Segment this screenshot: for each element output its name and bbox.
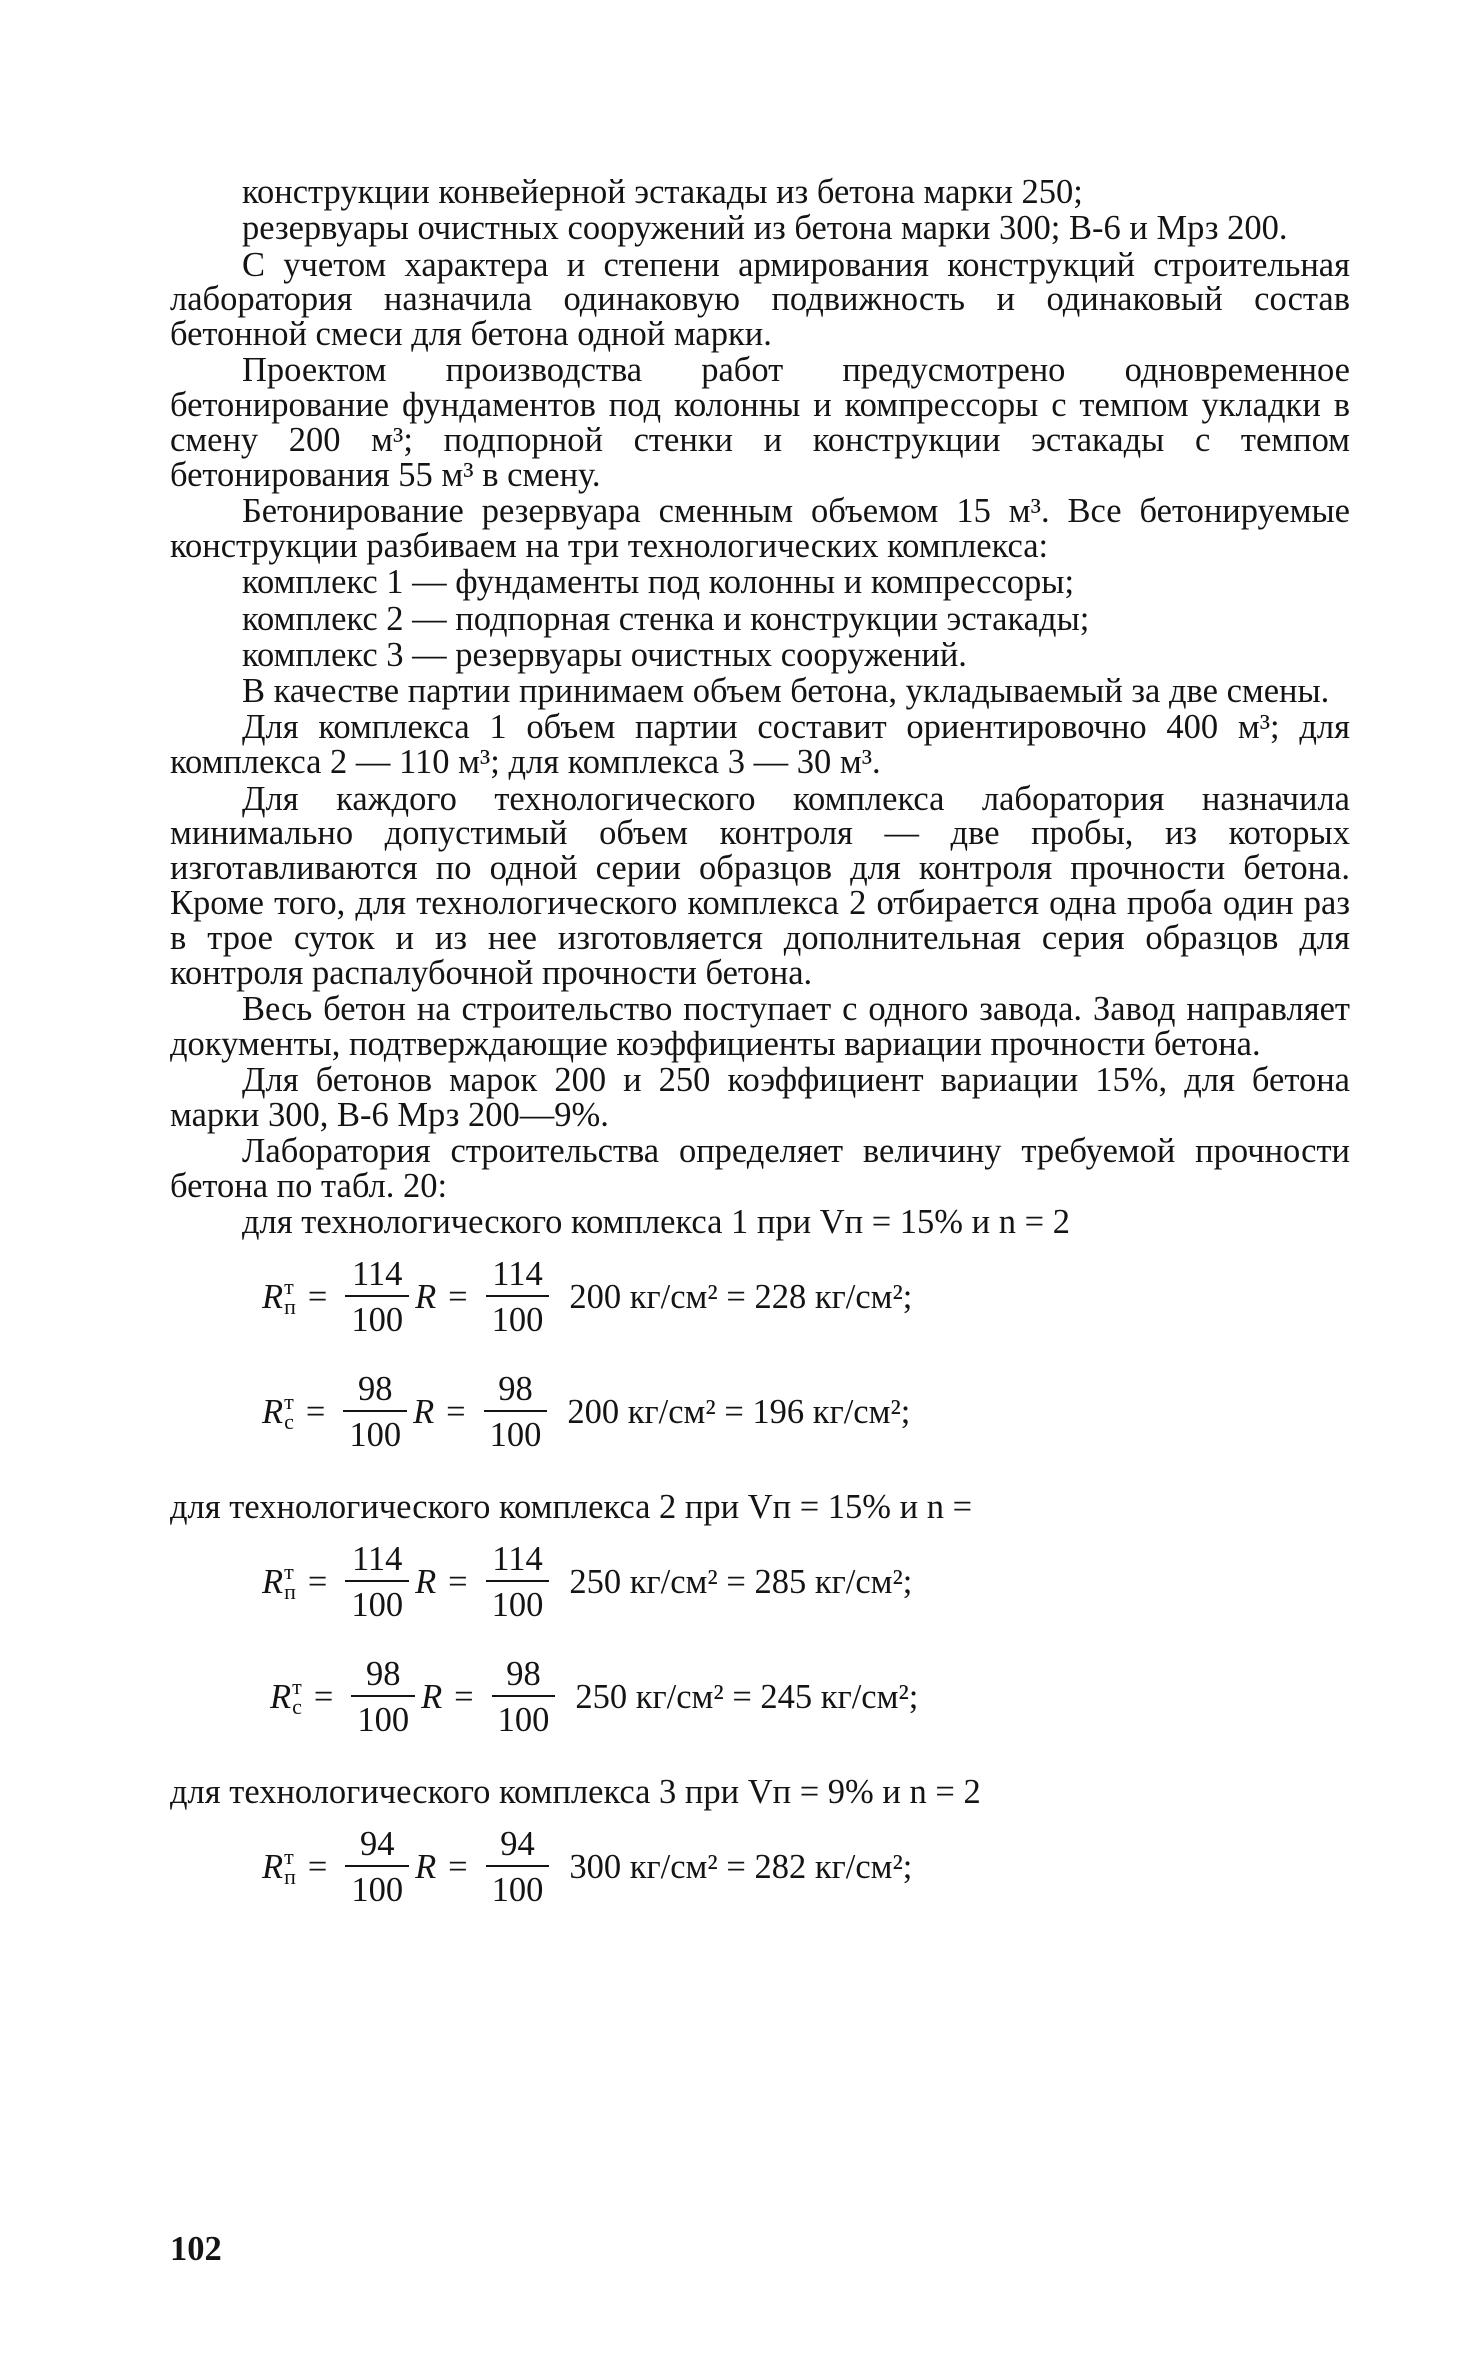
formula-symbol: R т п bbox=[262, 1559, 296, 1605]
formula: R т с = $\frac{98}{100}$ R = $\frac{98}{100}$ 250 кг/см² = 245 кг/см²; bbox=[270, 1655, 919, 1740]
paragraph: Бетонирование резервуара сменным объемом 15 м³. Все бетонируемые конструкции разбиваем на три технологических комплекса: bbox=[170, 492, 1350, 565]
section-heading: для технологического комплекса 2 при Vп = 15% и n = bbox=[170, 1487, 973, 1526]
page-number: 102 bbox=[170, 2230, 222, 2268]
paragraph: конструкции конвейерной эстакады из бетона марки 250; bbox=[242, 173, 1083, 211]
formula: R т п = $\frac{94}{100}$ R = $\frac{94}{100}$ 300 кг/см² = 282 кг/см²; bbox=[262, 1825, 913, 1909]
paragraph: комплекс 3 — резервуары очистных сооружений. bbox=[242, 635, 967, 674]
paragraph: В качестве партии принимаем объем бетона, укладываемый за две смены. bbox=[242, 672, 1330, 711]
paragraph: С учетом характера и степени армирования конструкций строительная лаборатория назначила одинаковую подвижность и одинаковый состав бетонной смеси для бетона одной марки. bbox=[170, 245, 1350, 354]
formula-value: 200 кг/см² = 228 кг/см²; bbox=[569, 1278, 913, 1316]
fraction: $\frac{114}{100}$ bbox=[486, 1541, 550, 1623]
paragraph: Для комплекса 1 объем партии составит ориентировочно 400 м³; для комплекса 2 — 110 м³; для комплекса 3 — 30 м³. bbox=[170, 708, 1350, 782]
formula-symbol: R т с bbox=[270, 1674, 302, 1720]
fraction: $\frac{94}{100}$ bbox=[345, 1826, 409, 1908]
formula-value: 200 кг/см² = 196 кг/см²; bbox=[567, 1393, 911, 1431]
formula-section bbox=[170, 1772, 1350, 1925]
formula: R т п = $\frac{114}{100}$ R = $\frac{114}{100}$ 250 кг/см² = 285 кг/см²; bbox=[262, 1540, 913, 1625]
paragraph: Для каждого технологического комплекса лаборатория назначила минимально допустимый объем контроля — две пробы, из которых изготавливаются по одной серии образцов для контроля прочности бетона. Кроме того, для технологического комплекса 2 отбирается одна проба один раз в трое суток и из нее изготовляется дополнительная серия образцов для контроля распалубочной прочности бетона. bbox=[170, 779, 1350, 992]
fraction: $\frac{98}{100}$ bbox=[351, 1656, 415, 1738]
page-body bbox=[170, 175, 1350, 1925]
paragraph: резервуары очистных сооружений из бетона марки 300; В-6 и Мрз 200. bbox=[242, 209, 1288, 248]
fraction: $\frac{94}{100}$ bbox=[486, 1826, 550, 1908]
fraction: $\frac{98}{100}$ bbox=[492, 1656, 556, 1738]
paragraph: комплекс 2 — подпорная стенка и конструкции эстакады; bbox=[242, 599, 1090, 638]
section-heading: для технологического комплекса 1 при Vп = 15% и n = 2 bbox=[242, 1203, 1070, 1242]
formula-section bbox=[170, 1487, 1350, 1755]
paragraph: комплекс 1 — фундаменты под колонны и компрессоры; bbox=[242, 563, 1075, 602]
formula-value: 300 кг/см² = 282 кг/см²; bbox=[569, 1847, 913, 1886]
formula-section bbox=[170, 1205, 1350, 1470]
fraction: $\frac{114}{100}$ bbox=[486, 1256, 550, 1338]
section-heading: для технологического комплекса 3 при Vп = 9% и n = 2 bbox=[170, 1772, 981, 1811]
formula-symbol: R т с bbox=[262, 1389, 294, 1435]
formula-symbol: R т п bbox=[262, 1274, 296, 1320]
fraction: $\frac{114}{100}$ bbox=[345, 1541, 409, 1623]
paragraph: Весь бетон на строительство поступает с одного завода. Завод направляет документы, подтверждающие коэффициенты вариации прочности бетона. bbox=[170, 989, 1350, 1063]
fraction: $\frac{98}{100}$ bbox=[484, 1371, 548, 1453]
paragraph: Лаборатория строительства определяет величину требуемой прочности бетона по табл. 20: bbox=[170, 1132, 1350, 1205]
formula: R т п = $\frac{114}{100}$ R = $\frac{114}{100}$ 200 кг/см² = 228 кг/см²; bbox=[262, 1255, 913, 1340]
paragraph: Для бетонов марок 200 и 250 коэффициент вариации 15%, для бетона марки 300, В-6 Мрз 200—9%. bbox=[170, 1060, 1350, 1134]
formula: R т с = $\frac{98}{100}$ R = $\frac{98}{100}$ 200 кг/см² = 196 кг/см²; bbox=[262, 1370, 911, 1455]
formula-symbol: R т п bbox=[262, 1844, 296, 1889]
formula-value: 250 кг/см² = 245 кг/см²; bbox=[575, 1677, 919, 1716]
paragraph: Проектом производства работ предусмотрено одновременное бетонирование фундаментов под колонны и компрессоры с темпом укладки в смену 200 м³; подпорной стенки и конструкции эстакады с темпом бетонирования 55 м³ в смену. bbox=[170, 351, 1350, 494]
formula-value: 250 кг/см² = 285 кг/см²; bbox=[569, 1562, 913, 1601]
fraction: $\frac{98}{100}$ bbox=[343, 1371, 407, 1453]
fraction: $\frac{114}{100}$ bbox=[345, 1256, 409, 1338]
